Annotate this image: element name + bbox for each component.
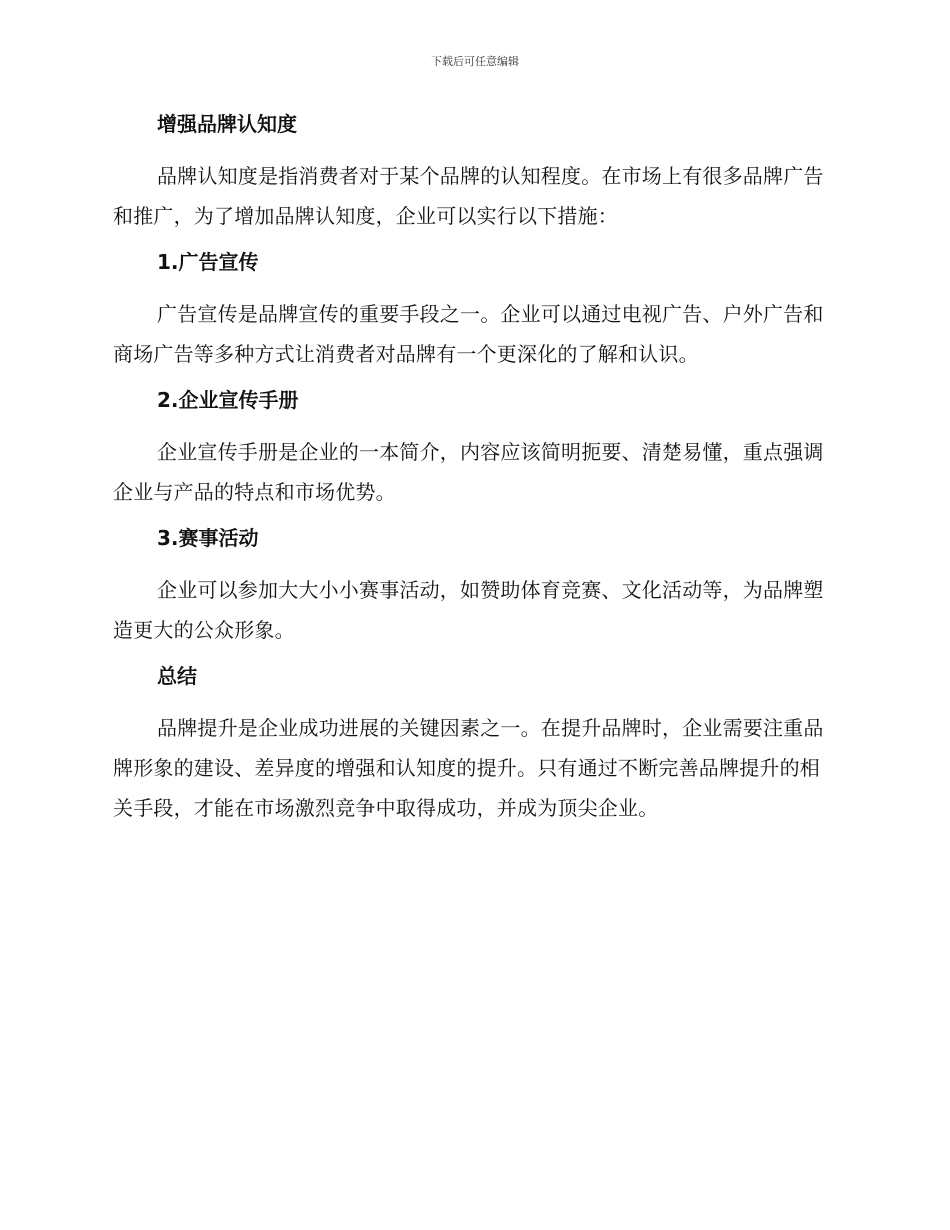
section-brochure: [113, 386, 833, 512]
section-events: [113, 524, 833, 650]
section-heading: 增强品牌认知度: [157, 112, 297, 136]
section-paragraph: 企业宣传手册是企业的一本简介，内容应该简明扼要、清楚易懂，重点强调企业与产品的特点和市场优势。: [113, 440, 824, 504]
page-header: 下载后可任意编辑: [431, 55, 519, 68]
section-paragraph: 品牌提升是企业成功进展的关键因素之一。在提升品牌时，企业需要注重品牌形象的建设、差异度的增强和认知度的提升。只有通过不断完善品牌提升的相关手段，才能在市场激烈竞争中取得成功，并成为顶尖企业。: [113, 716, 824, 820]
section-brand-awareness: [113, 110, 833, 236]
section-paragraph: 企业可以参加大大小小赛事活动，如赞助体育竞赛、文化活动等，为品牌塑造更大的公众形象。: [113, 578, 824, 642]
section-summary: [113, 662, 833, 828]
section-heading: 3.赛事活动: [157, 526, 259, 550]
document-body: [113, 110, 833, 840]
section-heading: 总结: [157, 664, 197, 688]
section-heading: 1.广告宣传: [157, 250, 259, 274]
section-heading: 2.企业宣传手册: [157, 388, 299, 412]
section-paragraph: 品牌认知度是指消费者对于某个品牌的认知程度。在市场上有很多品牌广告和推广，为了增加品牌认知度，企业可以实行以下措施：: [113, 164, 824, 228]
section-paragraph: 广告宣传是品牌宣传的重要手段之一。企业可以通过电视广告、户外广告和商场广告等多种方式让消费者对品牌有一个更深化的了解和认识。: [113, 302, 824, 366]
section-advertising: [113, 248, 833, 374]
